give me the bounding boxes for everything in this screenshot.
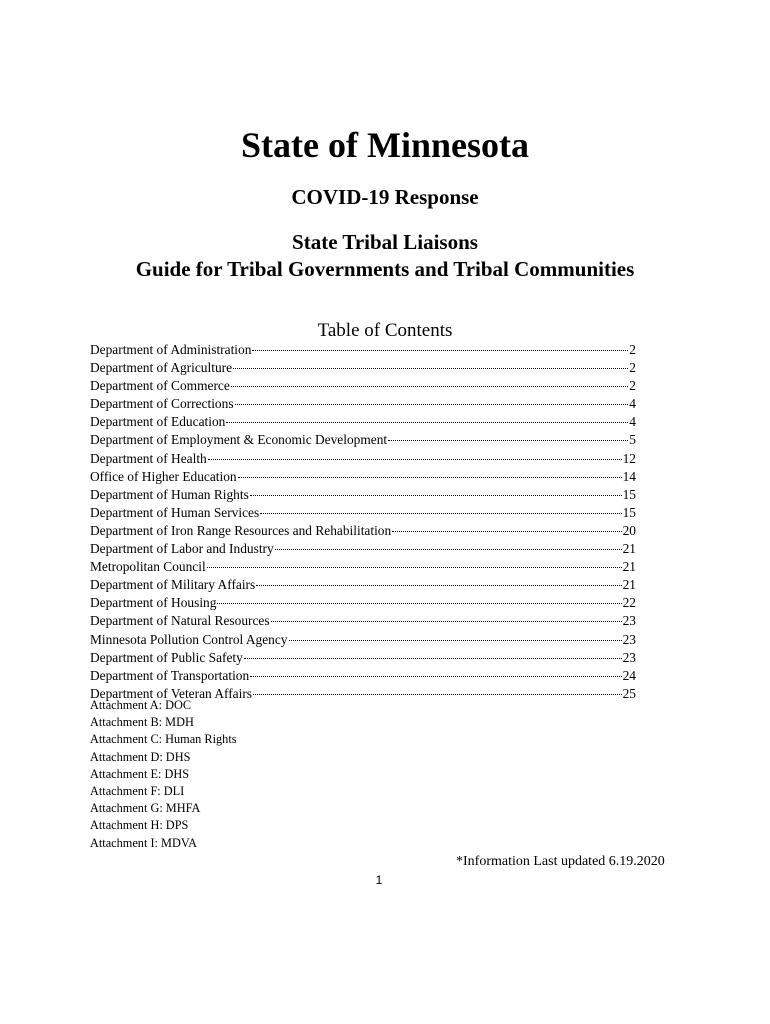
attachment-item: Attachment G: MHFA (90, 801, 201, 816)
toc-entry[interactable] (90, 486, 636, 504)
toc-entry[interactable] (90, 594, 636, 612)
attachment-item: Attachment H: DPS (90, 818, 189, 833)
toc-dot-leader (235, 404, 629, 405)
toc-entry-page: 12 (622, 450, 636, 466)
toc-entry-label: Department of Health (90, 450, 207, 466)
toc-dot-leader (256, 585, 621, 586)
toc-entry[interactable] (90, 431, 636, 449)
toc-dot-leader (260, 513, 621, 514)
toc-entry[interactable] (90, 450, 636, 468)
toc-entry[interactable] (90, 612, 636, 630)
toc-entry-label: Metropolitan Council (90, 559, 206, 575)
toc-entry-page: 5 (629, 432, 636, 448)
toc-entry-page: 2 (629, 360, 636, 376)
toc-entry-page: 24 (622, 667, 636, 683)
toc-entry[interactable] (90, 359, 636, 377)
toc-heading: Table of Contents (317, 320, 453, 341)
toc-entry-page: 4 (629, 414, 636, 430)
toc-dot-leader (233, 368, 628, 369)
toc-entry-label: Office of Higher Education (90, 468, 237, 484)
toc-entry-page: 15 (622, 504, 636, 520)
toc-entry-label: Department of Labor and Industry (90, 541, 274, 557)
toc-entry-page: 25 (622, 685, 636, 701)
toc-entry-label: Department of Transportation (90, 667, 250, 683)
toc-dot-leader (250, 495, 622, 496)
toc-dot-leader (231, 386, 628, 387)
toc-entry-label: Department of Public Safety (90, 649, 243, 665)
toc-entry-label: Department of Natural Resources (90, 613, 270, 629)
attachment-list (90, 697, 237, 852)
document-title: State of Minnesota (241, 125, 529, 165)
toc-entry-page: 23 (622, 613, 636, 629)
toc-entry-label: Department of Human Rights (90, 486, 249, 502)
toc-entry-page: 4 (629, 396, 636, 412)
toc-entry[interactable] (90, 504, 636, 522)
toc-entry-label: Minnesota Pollution Control Agency (90, 631, 288, 647)
table-of-contents (90, 341, 636, 703)
toc-entry[interactable] (90, 558, 636, 576)
toc-entry-label: Department of Education (90, 414, 226, 430)
toc-dot-leader (208, 459, 622, 460)
toc-dot-leader (226, 422, 628, 423)
last-updated-note: *Information Last updated 6.19.2020 (456, 854, 665, 869)
toc-entry-page: 2 (629, 378, 636, 394)
toc-entry-page: 15 (622, 486, 636, 502)
attachment-item: Attachment B: MDH (90, 715, 194, 730)
toc-entry-label: Department of Corrections (90, 396, 234, 412)
attachment-item: Attachment A: DOC (90, 698, 192, 712)
toc-entry[interactable] (90, 341, 636, 359)
liaisons-heading: State Tribal Liaisons (292, 230, 478, 254)
toc-entry[interactable] (90, 649, 636, 667)
toc-entry-page: 2 (629, 342, 636, 357)
toc-entry[interactable] (90, 540, 636, 558)
toc-entry[interactable] (90, 377, 636, 395)
toc-entry-label: Department of Military Affairs (90, 577, 256, 593)
toc-dot-leader (238, 477, 622, 478)
toc-entry-page: 21 (622, 577, 636, 593)
toc-entry-page: 23 (622, 631, 636, 647)
toc-dot-leader (253, 694, 622, 695)
toc-dot-leader (289, 640, 622, 641)
toc-entry-label: Department of Employment & Economic Development (90, 432, 388, 448)
toc-entry[interactable] (90, 631, 636, 649)
toc-entry-page: 21 (622, 559, 636, 575)
toc-entry[interactable] (90, 413, 636, 431)
toc-entry[interactable] (90, 522, 636, 540)
toc-entry-label: Department of Commerce (90, 378, 230, 394)
attachment-item: Attachment E: DHS (90, 766, 190, 781)
toc-entry[interactable] (90, 395, 636, 413)
toc-entry[interactable] (90, 576, 636, 594)
attachment-item: Attachment C: Human Rights (90, 732, 237, 747)
toc-entry-label: Department of Housing (90, 595, 217, 611)
toc-entry-label: Department of Administration (90, 342, 252, 357)
toc-entry[interactable] (90, 468, 636, 486)
guide-heading: Guide for Tribal Governments and Tribal Communities (135, 257, 635, 281)
toc-dot-leader (207, 567, 622, 568)
toc-entry-page: 23 (622, 649, 636, 665)
toc-entry[interactable] (90, 667, 636, 685)
attachment-item: Attachment F: DLI (90, 783, 185, 798)
toc-dot-leader (388, 440, 628, 441)
toc-entry-page: 22 (622, 595, 636, 611)
toc-entry-label: Department of Iron Range Resources and Rehabilitation (90, 522, 392, 538)
toc-dot-leader (217, 603, 621, 604)
attachment-item: Attachment I: MDVA (90, 835, 198, 850)
toc-entry-page: 20 (622, 522, 636, 538)
toc-entry-label: Department of Human Services (90, 504, 260, 520)
toc-dot-leader (271, 621, 622, 622)
toc-entry-page: 14 (622, 468, 636, 484)
toc-dot-leader (252, 350, 628, 351)
toc-dot-leader (392, 531, 621, 532)
toc-entry-page: 21 (622, 541, 636, 557)
page-number: 1 (375, 873, 383, 887)
attachment-item: Attachment D: DHS (90, 749, 191, 764)
toc-dot-leader (244, 658, 622, 659)
toc-dot-leader (275, 549, 622, 550)
toc-entry-label: Department of Agriculture (90, 360, 233, 376)
toc-entry-label: Department of Veteran Affairs (90, 685, 252, 701)
document-subtitle: COVID-19 Response (291, 185, 479, 209)
toc-dot-leader (250, 676, 621, 677)
